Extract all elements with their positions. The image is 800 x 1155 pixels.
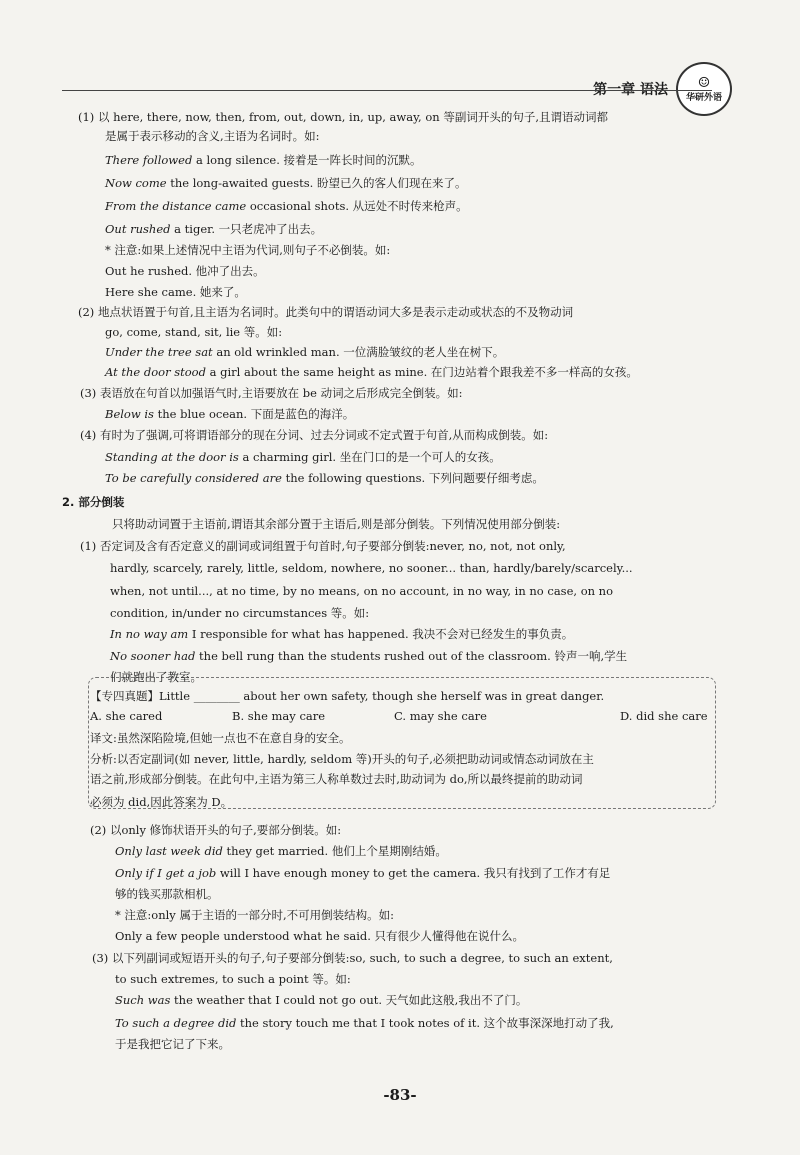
line-text: D. did she care — [620, 709, 708, 723]
text-line — [115, 972, 351, 987]
text-line — [92, 951, 613, 966]
text-line — [90, 795, 232, 810]
text-line — [115, 993, 527, 1008]
line-text: 译文:虽然深陷险境,但她一点也不在意自身的安全。 — [90, 731, 351, 745]
text-line — [110, 649, 627, 664]
line-text: the story touch me that I took notes of it. 这个故事深深地打动了我, — [236, 1016, 614, 1030]
line-text: (4) 有时为了强调,可将谓语部分的现在分词、过去分词或不定式置于句首,从而构成倒装。如: — [80, 428, 549, 442]
text-line — [105, 176, 466, 191]
line-text: occasional shots. 从远处不时传来枪声。 — [246, 199, 468, 213]
line-text: the long-awaited guests. 盼望已久的客人们现在来了。 — [166, 176, 467, 190]
line-text: the weather that I could not go out. 天气如此这般,我出不了门。 — [170, 993, 528, 1007]
text-line — [90, 709, 162, 724]
line-text: (3) 表语放在句首以加强语气时,主语要放在 be 动词之后形成完全倒装。如: — [80, 386, 463, 400]
italic-phrase: Under the tree sat — [105, 345, 213, 359]
text-line — [115, 1037, 230, 1052]
line-text: I responsible for what has happened. 我决不会对已经发生的事负责。 — [188, 627, 574, 641]
line-text: 们就跑出了教室。 — [110, 670, 202, 684]
line-text: A. she cared — [90, 709, 163, 723]
text-line — [115, 1016, 614, 1031]
italic-phrase: No sooner had — [110, 649, 196, 663]
text-line — [105, 345, 504, 360]
text-line — [110, 584, 613, 599]
line-text: * 注意:如果上述情况中主语为代词,则句子不必倒装。如: — [105, 243, 391, 257]
line-text: the following questions. 下列问题要仔细考虑。 — [281, 471, 544, 485]
publisher-logo — [676, 62, 732, 116]
line-text: 只将助动词置于主语前,谓语其余部分置于主语后,则是部分倒装。下列情况使用部分倒装: — [112, 517, 561, 531]
line-text: a tiger. 一只老虎冲了出去。 — [170, 222, 323, 236]
text-line — [105, 407, 354, 422]
line-text: (2) 地点状语置于句首,且主语为名词时。此类句中的谓语动词大多是表示走动或状态的不及物动词 — [78, 305, 574, 319]
line-text: the bell rung than the students rushed out of the classroom. 铃声一响,学生 — [195, 649, 628, 663]
line-text: 【专四真题】Little ________ about her own safety, though she herself was in great danger. — [90, 689, 605, 703]
text-line — [105, 264, 265, 279]
frog-icon: ☺ — [697, 74, 711, 91]
chapter-header — [593, 62, 732, 116]
italic-phrase: Only if I get a job — [115, 866, 217, 880]
text-line — [90, 772, 583, 787]
text-line — [105, 471, 544, 486]
line-text: * 注意:only 属于主语的一部分时,不可用倒装结构。如: — [115, 908, 394, 922]
text-line — [105, 450, 501, 465]
italic-phrase: Standing at the door is — [105, 450, 239, 464]
line-text: a long silence. 接着是一阵长时间的沉默。 — [192, 153, 422, 167]
text-line — [105, 325, 282, 340]
line-text: when, not until..., at no time, by no means, on no account, in no way, in no case, on no — [110, 584, 614, 598]
line-text: (1) 否定词及含有否定意义的副词或词组置于句首时,句子要部分倒装:never, no, not, not only, — [80, 539, 566, 553]
text-line — [112, 517, 560, 532]
line-text: (3) 以下列副词或短语开头的句子,句子要部分倒装:so, such, to such a degree, to such an extent, — [92, 951, 613, 965]
line-text: an old wrinkled man. 一位满脸皱纹的老人坐在树下。 — [212, 345, 505, 359]
page-number: -83- — [383, 1086, 417, 1104]
line-text: Only a few people understood what he said. 只有很少人懂得他在说什么。 — [115, 929, 525, 943]
text-line — [394, 709, 487, 724]
chapter-title: 第一章 语法 — [593, 82, 668, 98]
line-text: they get married. 他们上个星期刚结婚。 — [222, 844, 447, 858]
header-rule — [62, 90, 712, 91]
text-line — [105, 199, 468, 214]
text-line — [110, 561, 633, 576]
text-line — [80, 428, 548, 443]
text-line — [105, 129, 320, 144]
italic-phrase: From the distance came — [105, 199, 247, 213]
line-text: hardly, scarcely, rarely, little, seldom, nowhere, no sooner... than, hardly/barely/scarcely... — [110, 561, 633, 575]
text-line — [105, 285, 246, 300]
text-line — [80, 539, 566, 554]
text-line — [110, 606, 369, 621]
italic-phrase: Out rushed — [105, 222, 171, 236]
italic-phrase: There followed — [105, 153, 193, 167]
line-text: go, come, stand, sit, lie 等。如: — [105, 325, 283, 339]
text-line — [90, 823, 341, 838]
text-line — [105, 222, 322, 237]
text-line — [620, 709, 708, 724]
text-line — [90, 752, 594, 767]
line-text: 语之前,形成部分倒装。在此句中,主语为第三人称单数过去时,助动词为 do,所以最终提前的助动词 — [90, 772, 583, 786]
line-text: 2. 部分倒装 — [62, 495, 125, 509]
line-text: 于是我把它记了下来。 — [115, 1037, 230, 1051]
text-line — [115, 866, 610, 881]
text-line — [110, 627, 573, 642]
line-text: 够的钱买那款相机。 — [115, 887, 219, 901]
text-line — [115, 887, 219, 902]
line-text: 分析:以否定副词(如 never, little, hardly, seldom 等)开头的句子,必须把助动词或情态动词放在主 — [90, 752, 594, 766]
line-text: Out he rushed. 他冲了出去。 — [105, 264, 265, 278]
text-line — [115, 908, 394, 923]
line-text: will I have enough money to get the camera. 我只有找到了工作才有足 — [216, 866, 611, 880]
text-line — [115, 929, 524, 944]
italic-phrase: Now come — [105, 176, 167, 190]
italic-phrase: To be carefully considered are — [105, 471, 282, 485]
line-text: a girl about the same height as mine. 在门边站着个跟我差不多一样高的女孩。 — [205, 365, 638, 379]
line-text: a charming girl. 坐在门口的是一个可人的女孩。 — [238, 450, 501, 464]
text-line — [78, 305, 573, 320]
italic-phrase: To such a degree did — [115, 1016, 237, 1030]
text-line — [78, 110, 608, 125]
line-text: C. may she care — [394, 709, 487, 723]
line-text: Here she came. 她来了。 — [105, 285, 246, 299]
line-text: 是属于表示移动的含义,主语为名词时。如: — [105, 129, 320, 143]
text-line — [105, 153, 422, 168]
text-line — [80, 386, 462, 401]
text-line — [105, 365, 638, 380]
text-line — [105, 243, 390, 258]
text-line — [115, 844, 447, 859]
line-text: 必须为 did,因此答案为 D。 — [90, 795, 233, 809]
logo-text: 华研外语 — [685, 92, 722, 103]
text-line — [90, 689, 604, 704]
text-line — [232, 709, 325, 724]
italic-phrase: At the door stood — [105, 365, 206, 379]
line-text: B. she may care — [232, 709, 326, 723]
line-text: the blue ocean. 下面是蓝色的海洋。 — [153, 407, 355, 421]
italic-phrase: In no way am — [110, 627, 189, 641]
italic-phrase: Only last week did — [115, 844, 223, 858]
line-text: (1) 以 here, there, now, then, from, out, down, in, up, away, on 等副词开头的句子,且谓语动词都 — [78, 110, 608, 124]
italic-phrase: Such was — [115, 993, 171, 1007]
text-line — [110, 670, 202, 685]
line-text: to such extremes, to such a point 等。如: — [115, 972, 351, 986]
line-text: (2) 以only 修饰状语开头的句子,要部分倒装。如: — [90, 823, 342, 837]
italic-phrase: Below is — [105, 407, 154, 421]
line-text: condition, in/under no circumstances 等。如: — [110, 606, 370, 620]
text-line — [90, 731, 351, 746]
text-line — [62, 495, 124, 510]
